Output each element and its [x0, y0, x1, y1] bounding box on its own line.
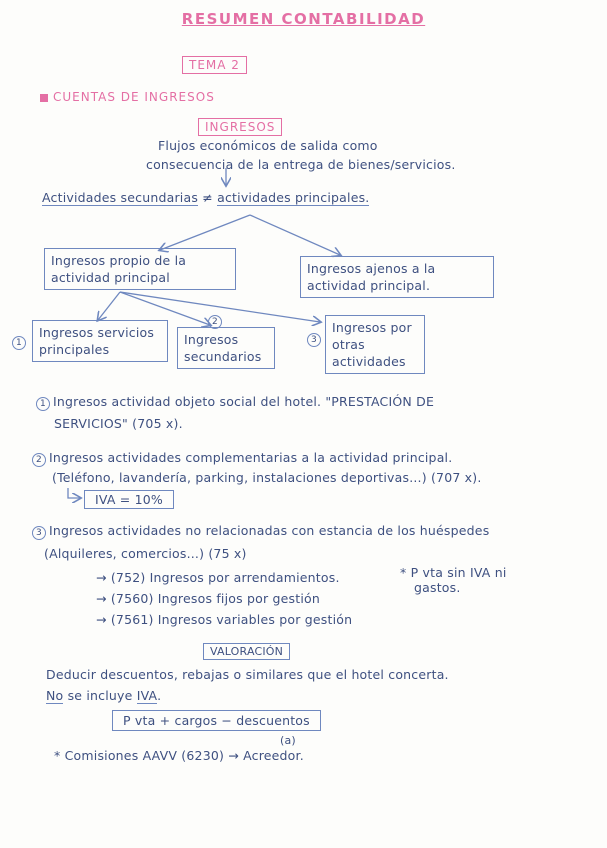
box1-number: 1 [12, 333, 29, 350]
definition-line-2: consecuencia de la entrega de bienes/servicios. [146, 157, 456, 172]
ingresos-badge: INGRESOS [198, 118, 282, 136]
item-1-line-1: 1 Ingresos actividad objeto social del hotel. "PRESTACIÓN DE [36, 394, 434, 411]
sub-item-752: → (752) Ingresos por arrendamientos. [96, 570, 340, 585]
valoracion-line-2: No se incluye IVA. [46, 688, 162, 703]
valoracion-line-1: Deducir descuentos, rebajas o similares que el hotel concerta. [46, 667, 449, 682]
square-bullet-icon [40, 94, 48, 102]
page-title: RESUMEN CONTABILIDAD [181, 10, 426, 28]
section-heading-text: CUENTAS DE INGRESOS [53, 90, 215, 104]
box-servicios-principales: Ingresos servicios principales [32, 320, 168, 362]
definition-line-1: Flujos económicos de salida como [158, 138, 378, 153]
box3-number: 3 [307, 330, 324, 347]
iva-box: IVA = 10% [84, 490, 174, 509]
arrow-to-ajenos [250, 215, 340, 255]
side-note-line-2: gastos. [414, 580, 461, 595]
tema-badge: TEMA 2 [182, 56, 247, 74]
valoracion-heading: VALORACIÓN [203, 643, 290, 660]
item-3-line-2: (Alquileres, comercios...) (75 x) [44, 546, 247, 561]
activities-row [42, 190, 369, 205]
box-ingresos-ajenos: Ingresos ajenos a la actividad principal. [300, 256, 494, 298]
item-2-line-1: 2 Ingresos actividades complementarias a la actividad principal. [32, 450, 452, 467]
sub-item-7560: → (7560) Ingresos fijos por gestión [96, 591, 320, 606]
box-ingresos-secundarios: Ingresos secundarios [177, 327, 275, 369]
box2-number: 2 [208, 312, 225, 329]
box-ingresos-propios: Ingresos propio de la actividad principal [44, 248, 236, 290]
sub-item-7561: → (7561) Ingresos variables por gestión [96, 612, 353, 627]
not-equal-sign: ≠ [202, 190, 213, 205]
activities-principal: actividades principales. [217, 190, 370, 205]
item-2-line-2: (Teléfono, lavandería, parking, instalaciones deportivas...) (707 x). [52, 470, 482, 485]
iva-corner-arrow [68, 488, 80, 498]
box-otras-actividades: Ingresos por otras actividades [325, 315, 425, 374]
comisiones-line: * Comisiones AAVV (6230) → Acreedor. [54, 748, 304, 763]
activities-secondary: Actividades secundarias [42, 190, 199, 205]
item-1-line-2: SERVICIOS" (705 x). [54, 416, 183, 431]
formula-mark: (a) [280, 734, 296, 747]
item-3-line-1: 3 Ingresos actividades no relacionadas con estancia de los huéspedes [32, 523, 489, 540]
formula-box: P vta + cargos − descuentos [112, 710, 321, 731]
arrow-to-box1 [98, 292, 120, 320]
section-heading [40, 90, 215, 104]
arrow-to-propios [160, 215, 250, 250]
side-note-line-1: * P vta sin IVA ni [400, 565, 507, 580]
